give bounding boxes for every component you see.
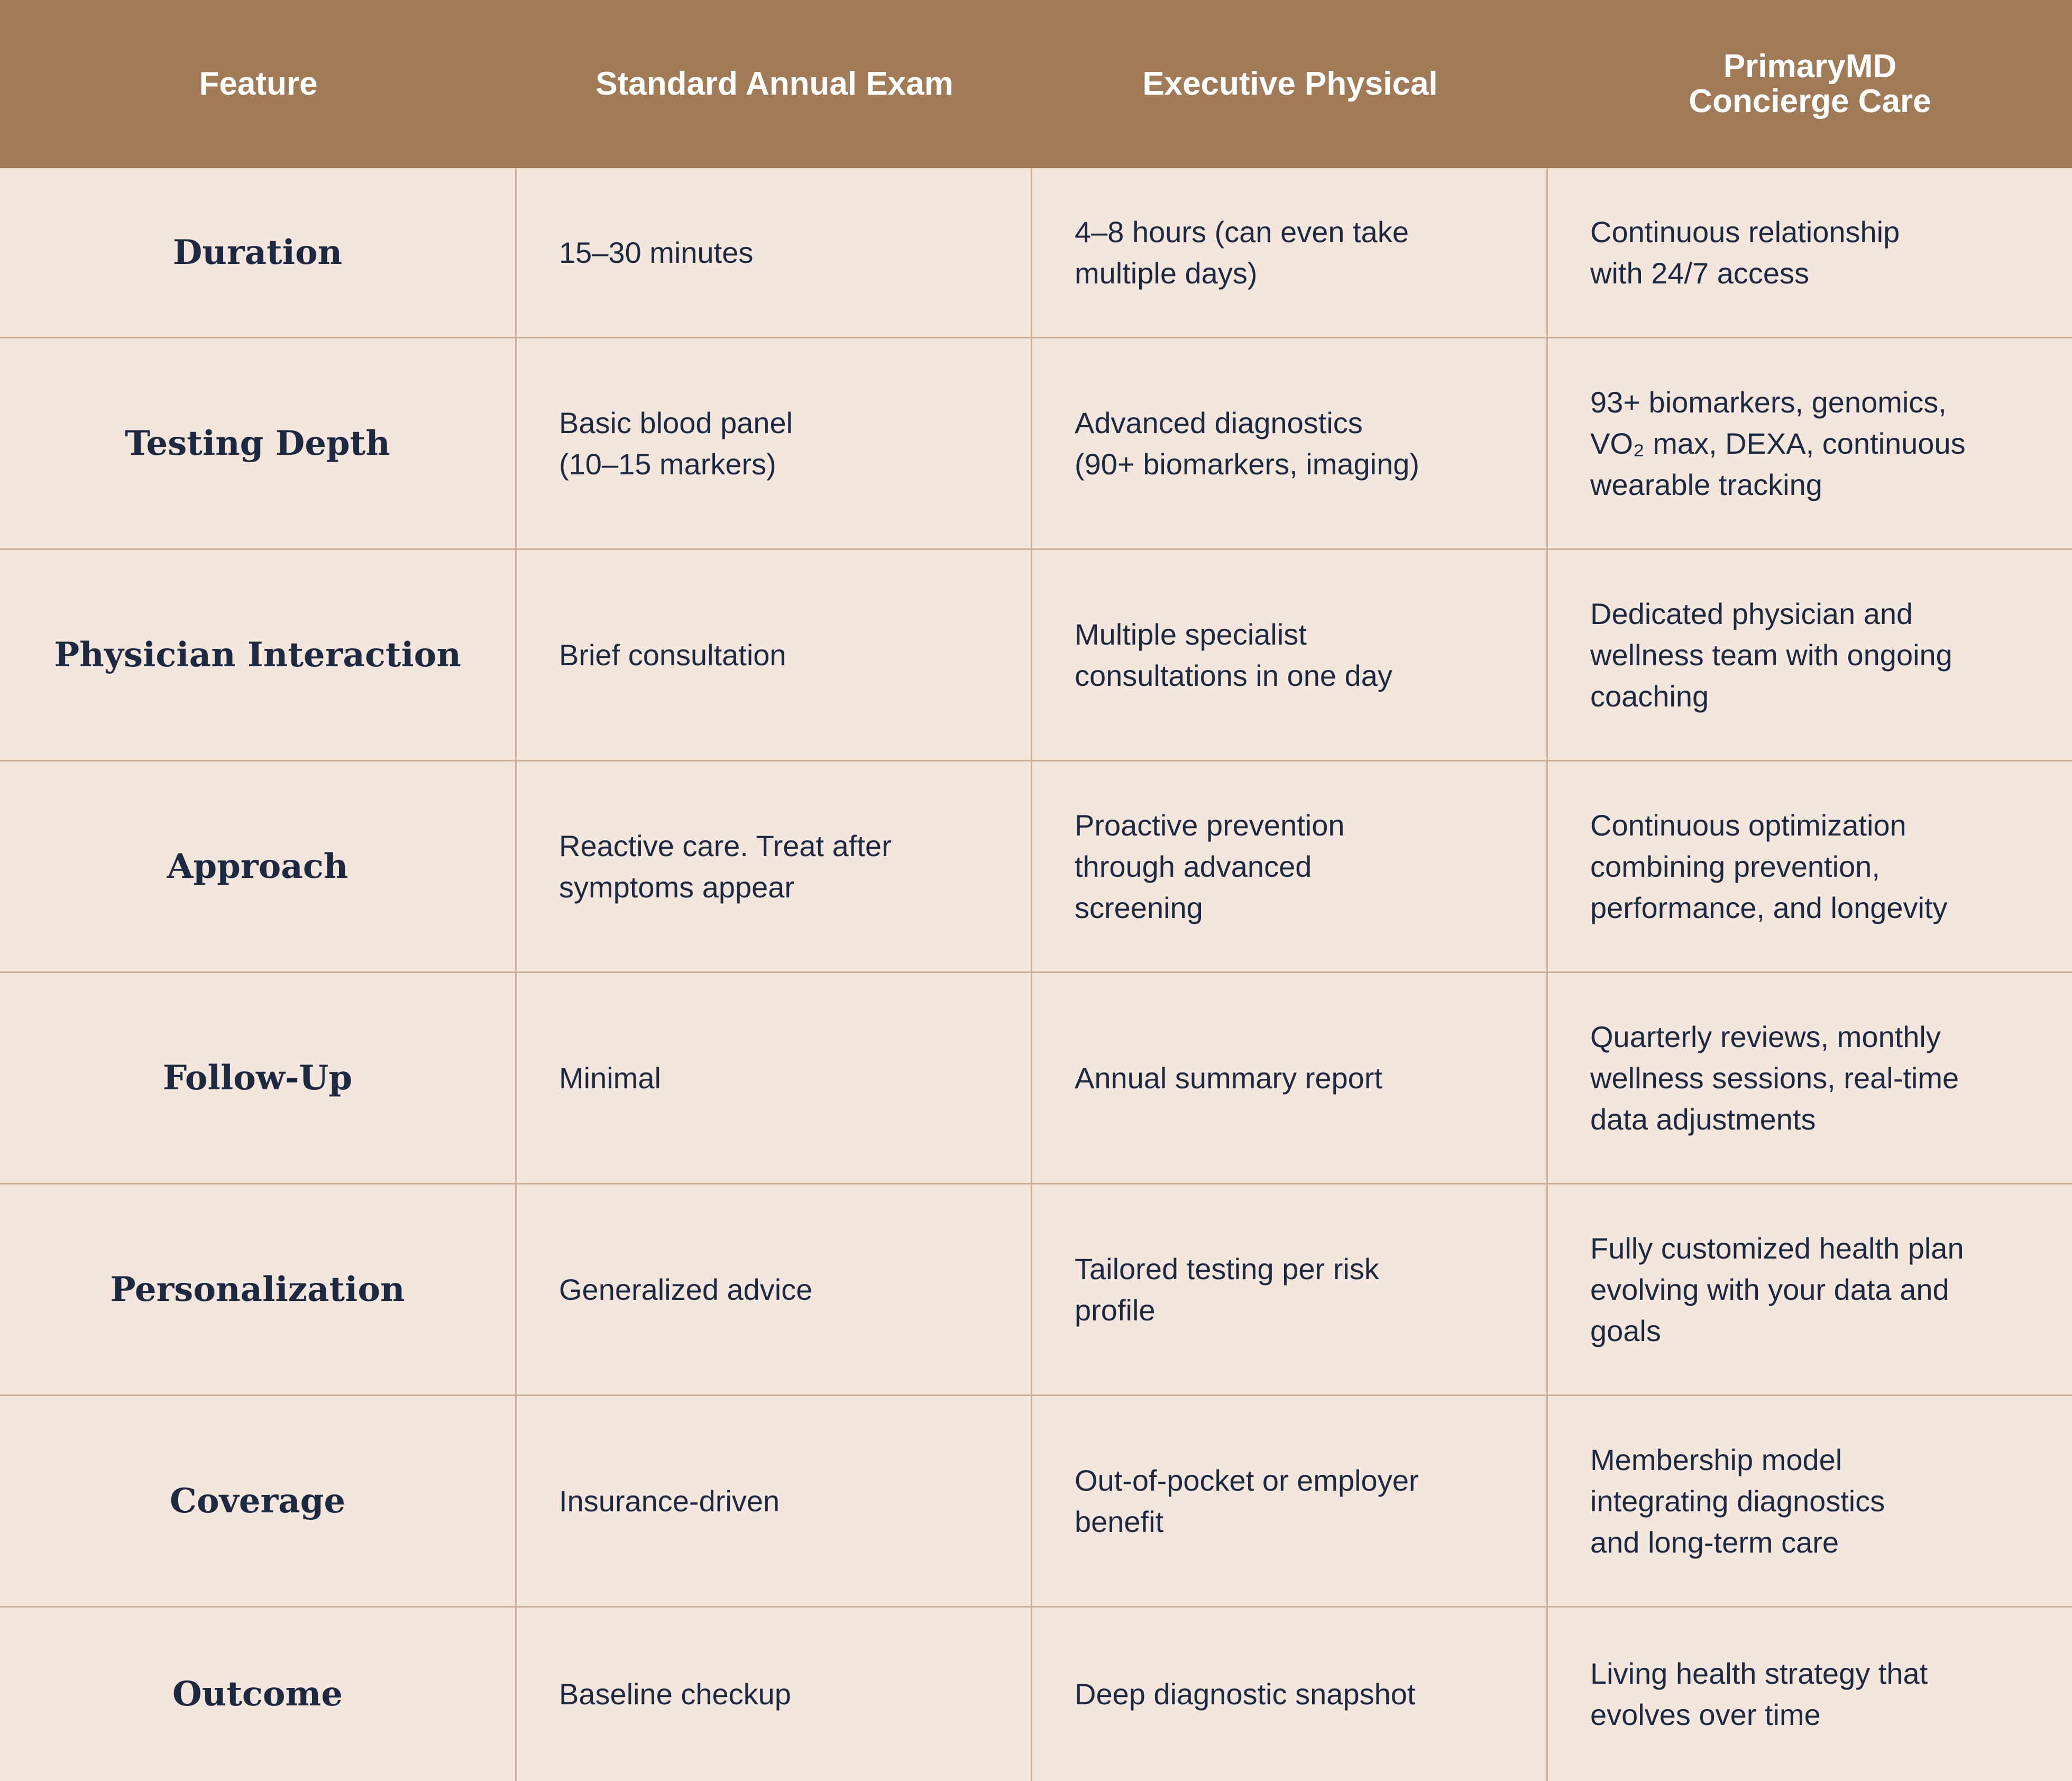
standard-cell: 15–30 minutes bbox=[517, 168, 1032, 338]
concierge-cell: Fully customized health plan evolving with your data and goals bbox=[1548, 1185, 2072, 1396]
header-executive-physical: Executive Physical bbox=[1032, 0, 1548, 168]
feature-cell: Personalization bbox=[0, 1185, 517, 1396]
header-standard-annual-exam: Standard Annual Exam bbox=[517, 0, 1032, 168]
standard-cell: Baseline checkup bbox=[517, 1608, 1032, 1781]
concierge-cell: Dedicated physician and wellness team with ongoing coaching bbox=[1548, 550, 2072, 761]
header-feature: Feature bbox=[0, 0, 517, 168]
executive-cell: Tailored testing per risk profile bbox=[1032, 1185, 1548, 1396]
executive-cell: Advanced diagnostics (90+ biomarkers, imaging) bbox=[1032, 338, 1548, 550]
feature-cell: Follow-Up bbox=[0, 973, 517, 1185]
executive-cell: Out-of-pocket or employer benefit bbox=[1032, 1396, 1548, 1608]
header-concierge-care: PrimaryMD Concierge Care bbox=[1548, 0, 2072, 168]
feature-cell: Testing Depth bbox=[0, 338, 517, 550]
feature-cell: Physician Interaction bbox=[0, 550, 517, 761]
standard-cell: Minimal bbox=[517, 973, 1032, 1185]
executive-cell: Annual summary report bbox=[1032, 973, 1548, 1185]
standard-cell: Brief consultation bbox=[517, 550, 1032, 761]
standard-cell: Basic blood panel (10–15 markers) bbox=[517, 338, 1032, 550]
standard-cell: Insurance-driven bbox=[517, 1396, 1032, 1608]
executive-cell: 4–8 hours (can even take multiple days) bbox=[1032, 168, 1548, 338]
standard-cell: Generalized advice bbox=[517, 1185, 1032, 1396]
feature-cell: Outcome bbox=[0, 1608, 517, 1781]
executive-cell: Deep diagnostic snapshot bbox=[1032, 1608, 1548, 1781]
feature-cell: Approach bbox=[0, 761, 517, 973]
executive-cell: Proactive prevention through advanced screening bbox=[1032, 761, 1548, 973]
concierge-cell: Continuous optimization combining prevention, performance, and longevity bbox=[1548, 761, 2072, 973]
concierge-cell: Living health strategy that evolves over time bbox=[1590, 1657, 1928, 1731]
concierge-cell: Quarterly reviews, monthly wellness sessions, real-time data adjustments bbox=[1548, 973, 2072, 1185]
concierge-cell: Continuous relationship with 24/7 access bbox=[1548, 168, 2072, 338]
feature-cell: Duration bbox=[0, 168, 517, 338]
standard-cell: Reactive care. Treat after symptoms appear bbox=[517, 761, 1032, 973]
concierge-cell: Membership model integrating diagnostics and long-term care bbox=[1548, 1396, 2072, 1608]
feature-cell: Coverage bbox=[0, 1396, 517, 1608]
executive-cell: Multiple specialist consultations in one day bbox=[1032, 550, 1548, 761]
concierge-cell: 93+ biomarkers, genomics, VO₂ max, DEXA, continuous wearable tracking bbox=[1548, 338, 2072, 550]
